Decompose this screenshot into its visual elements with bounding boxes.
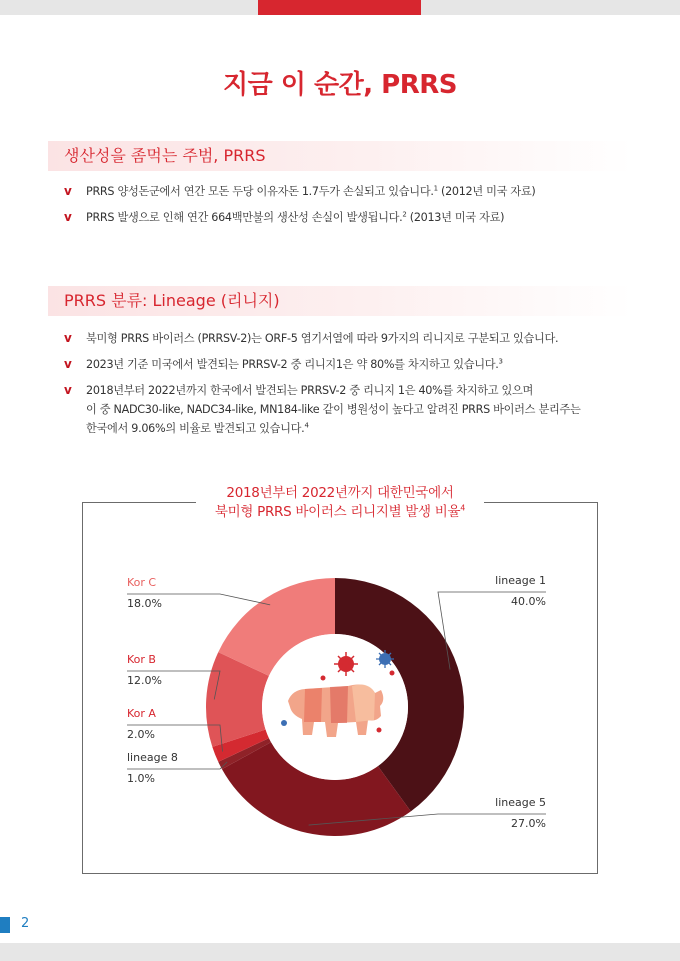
section-heading-prrs-lineage: PRRS 분류: Lineage (리니지) — [48, 286, 633, 316]
value-lineage-1: 40.0% — [511, 595, 546, 608]
value-lineage-5: 27.0% — [511, 817, 546, 830]
list-item: v PRRS 양성돈군에서 연간 모돈 두당 이유자돈 1.7두가 손실되고 있습니다.$^1$ (2012년 미국 자료) — [64, 182, 644, 201]
list-item: v 2018년부터 2022년까지 한국에서 발견되는 PRRSV-2 중 리니지 1은 40%를 차지하고 있으며 이 중 NADC30-like, NADC34-like, MN184-like 같이 병원성이 높다고 알려진 PRRS 바이러스 분리주는 한국에서 9.06%의 비율로 발견되고 있습니다.$^4$ — [64, 383, 581, 435]
label-lineage-1: lineage 1 — [495, 574, 546, 587]
value-kor-a: 2.0% — [127, 728, 155, 741]
value-lineage-8: 1.0% — [127, 772, 155, 785]
section-heading-prrs-productivity: 생산성을 좀먹는 주범, PRRS — [48, 141, 633, 171]
check-v-icon: v — [64, 383, 72, 397]
check-v-icon: v — [64, 357, 72, 371]
check-v-icon: v — [64, 184, 72, 198]
label-lineage-8: lineage 8 — [127, 751, 178, 764]
check-v-icon: v — [64, 331, 72, 345]
value-kor-c: 18.0% — [127, 597, 162, 610]
value-kor-b: 12.0% — [127, 674, 162, 687]
label-kor-a: Kor A — [127, 707, 156, 720]
page-title: 지금 이 순간, PRRS — [223, 70, 457, 100]
label-lineage-5: lineage 5 — [495, 796, 546, 809]
page-marker — [0, 917, 10, 933]
list-item: v 북미형 PRRS 바이러스 (PRRSV-2)는 ORF-5 염기서열에 따라 9가지의 리니지로 구분되고 있습니다. — [64, 329, 644, 348]
list-item: v PRRS 발생으로 인해 연간 664백만불의 생산성 손실이 발생됩니다.$^2$ (2013년 미국 자료) — [64, 208, 644, 227]
label-kor-c: Kor C — [127, 576, 157, 589]
chart-title — [196, 484, 484, 522]
label-kor-b: Kor B — [127, 653, 156, 666]
bottom-bar — [0, 943, 680, 961]
chart-title-line-1: 2018년부터 2022년까지 대한민국에서 — [226, 485, 454, 501]
check-v-icon: v — [64, 210, 72, 224]
page-number: 2 — [21, 916, 30, 931]
chart-title-line-2: 북미형 PRRS 바이러스 리니지별 발생 비율$^4$ — [214, 503, 466, 520]
list-item: v 2023년 기준 미국에서 발견되는 PRRSV-2 중 리니지1은 약 80%를 차지하고 있습니다.$^3$ — [64, 355, 644, 374]
